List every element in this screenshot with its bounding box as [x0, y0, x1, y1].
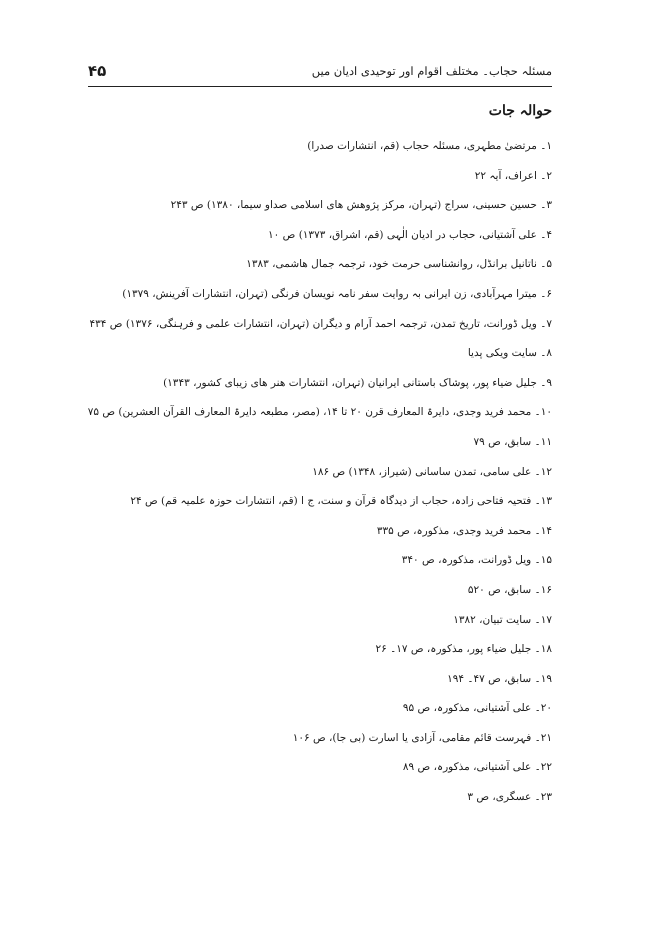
reference-item: ۱۱۔ سابق، ص ۷۹: [473, 435, 552, 448]
header-divider: [88, 86, 552, 87]
section-heading: حوالہ جات: [488, 103, 552, 119]
reference-item: ۷۔ ویل ڈورانت، تاریخ تمدن، ترجمہ احمد آرام و دیگران (تہران، انتشارات علمی و فرہنگی، ۱۳۷۶) ص ۴۳۴: [89, 317, 552, 330]
reference-item: ۱۹۔ سابق، ص ۴۷۔ ۱۹۴: [447, 672, 552, 685]
page-header: [88, 60, 552, 84]
reference-item: ۲۱۔ فہرست قائم مقامی، آزادی یا اسارت (بی جا)، ص ۱۰۶: [292, 731, 552, 744]
reference-item: ۱۳۔ فتحیہ فتاحی زادہ، حجاب از دیدگاہ قرآن و سنت، ج ا (قم، انتشارات حوزہ علمیہ قم) ص ۲۴: [130, 495, 552, 508]
reference-item: ۲۔ اعراف، آیہ ۲۲: [474, 169, 552, 182]
reference-item: ۲۰۔ علی آشتیانی، مذکورہ، ص ۹۵: [402, 702, 552, 715]
reference-item: ۲۲۔ علی آشتیانی، مذکورہ، ص ۸۹: [402, 761, 552, 774]
reference-item: ۸۔ سایت ویکی پدیا: [467, 347, 552, 360]
reference-item: ۴۔ علی آشتیانی، حجاب در ادیان الٰہی (قم، اشراق، ۱۳۷۳) ص ۱۰: [268, 228, 552, 241]
reference-item: ۱۲۔ علی سامی، تمدن ساسانی (شیراز، ۱۳۴۸) ص ۱۸۶: [312, 465, 552, 478]
reference-item: ۹۔ جلیل ضیاء پور، پوشاک باستانی ایرانیان (تہران، انتشارات ھنر ھای زیبای کشور، ۱۳۴۳): [163, 376, 552, 389]
page-number: ۴۵: [88, 62, 107, 80]
reference-item: ۱۶۔ سابق، ص ۵۲۰: [467, 583, 552, 596]
reference-item: ۱۔ مرتضیٰ مطہری، مسئلہ حجاب (قم، انتشارات صدرا): [307, 140, 552, 152]
reference-item: ۲۳۔ عسگری، ص ۳: [467, 791, 552, 804]
reference-item: ۳۔ حسین حسینی، سراج (تہران، مرکز پژوھش ھای اسلامی صداو سیما، ۱۳۸۰) ص ۲۴۳: [170, 199, 552, 212]
reference-item: ۱۵۔ ویل ڈورانت، مذکورہ، ص ۳۴۰: [401, 554, 552, 567]
running-title: مسئلہ حجاب۔ مختلف اقوام اور توحیدی ادیان میں: [311, 64, 552, 78]
reference-item: ۵۔ ناتانیل برانڈل، روانشناسی حرمت خود، ترجمہ جمال ھاشمی، ۱۳۸۳: [246, 258, 552, 271]
reference-item: ۱۴۔ محمد فرید وجدی، مذکورہ، ص ۳۳۵: [376, 524, 552, 537]
reference-item: ۶۔ میترا مہرآبادی، زن ایرانی بہ روایت سفر نامہ نویسان فرنگی (تہران، انتشارات آفرینش، ۱۳۷۹): [122, 287, 552, 300]
reference-item: ۱۰۔ محمد فرید وجدی، دایرۃ المعارف قرن ۲۰ تا ۱۴، (مصر، مطبعہ دایرۃ المعارف القرآن العشرین) ص ۷۵: [87, 406, 552, 419]
reference-item: ۱۸۔ جلیل ضیاء پور، مذکورہ، ص ۱۷۔ ۲۶: [375, 643, 552, 656]
reference-list: [82, 132, 552, 813]
reference-item: ۱۷۔ سایت تبیان، ۱۳۸۲: [453, 613, 552, 626]
